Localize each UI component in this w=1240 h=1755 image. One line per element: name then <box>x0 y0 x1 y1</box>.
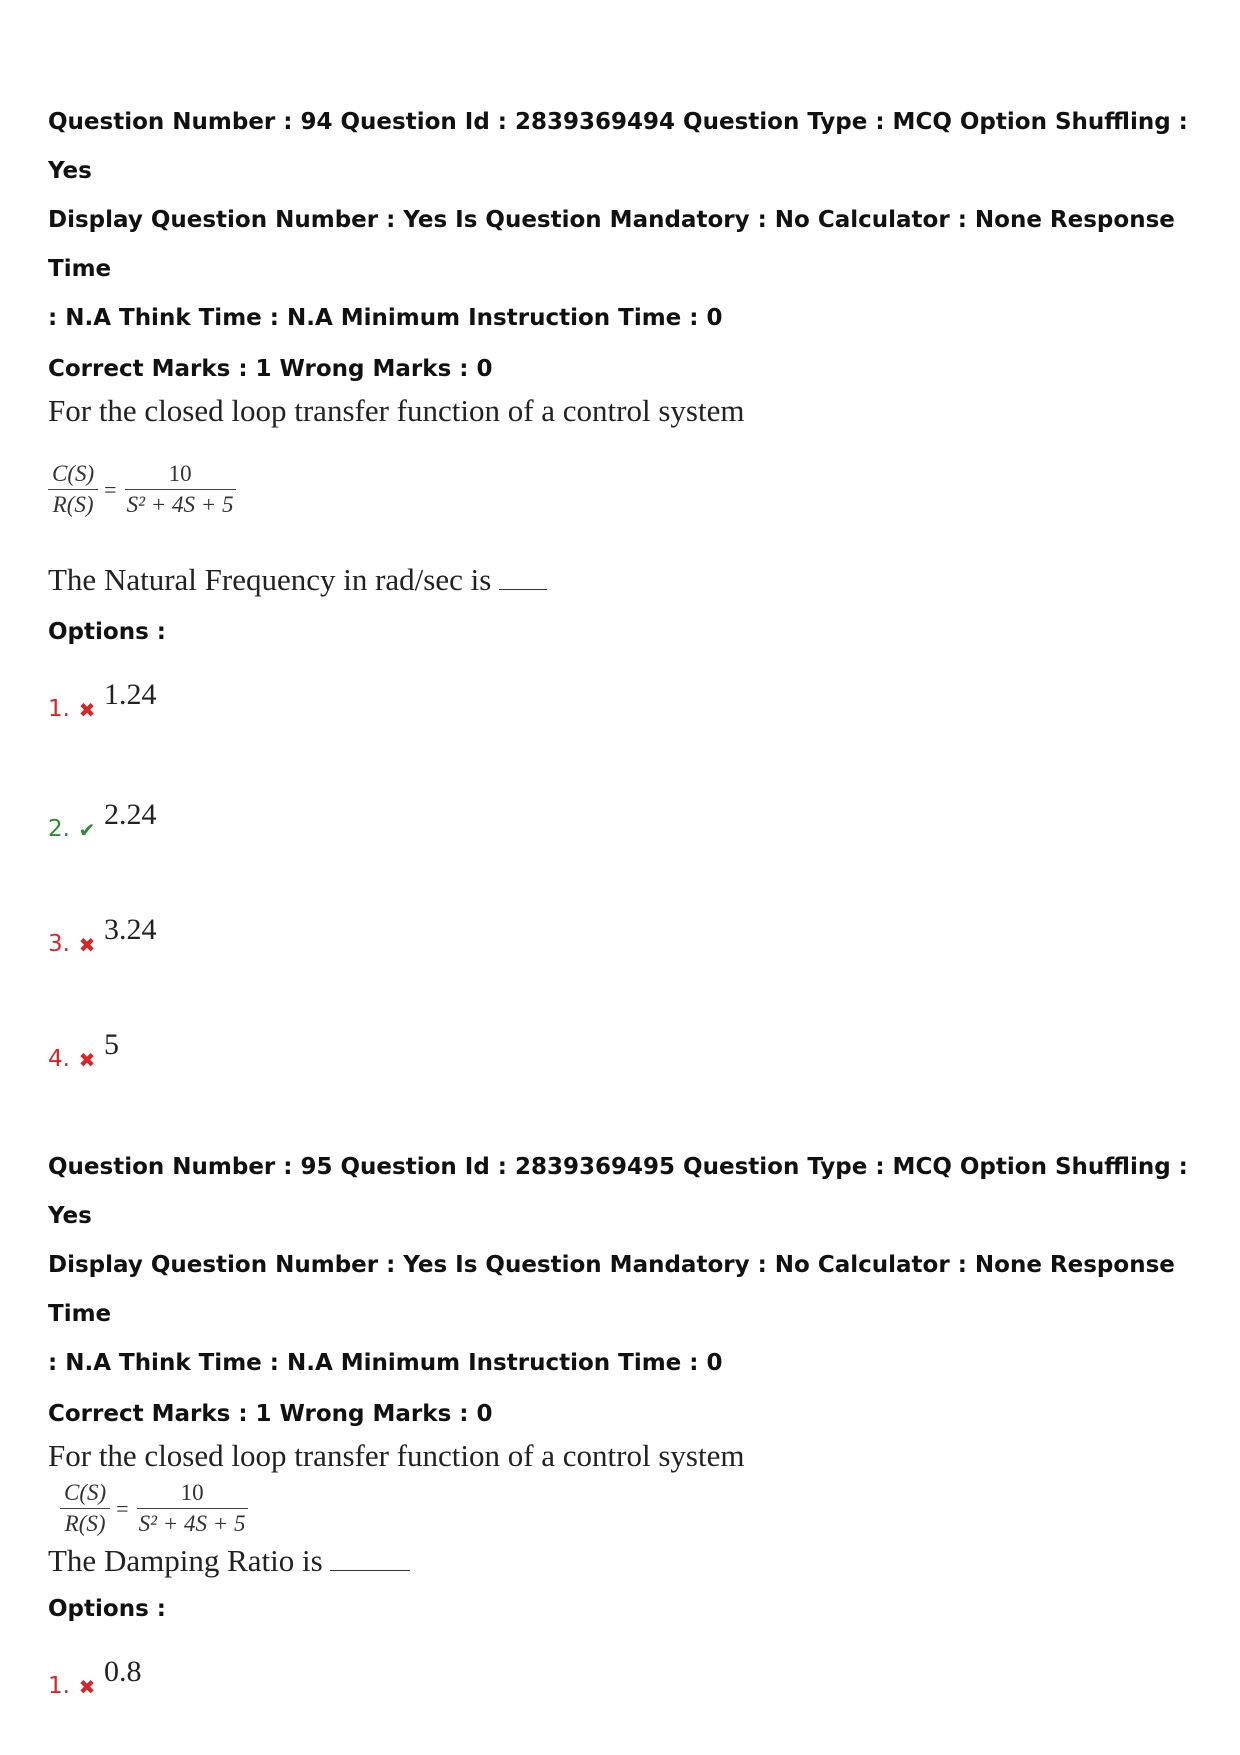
wrong-cross-icon: ✖ <box>78 1675 96 1699</box>
option-number: 2. <box>48 816 70 842</box>
option-value: 1.24 <box>104 678 157 711</box>
marks-info: Correct Marks : 1 Wrong Marks : 0 <box>48 1401 493 1427</box>
equals-sign: = <box>104 476 117 502</box>
rhs-fraction <box>135 1480 250 1537</box>
lhs-fraction <box>48 461 98 518</box>
rhs-numerator: 10 <box>137 1480 248 1509</box>
question-meta-line-1: Question Number : 95 Question Id : 2839369495 Question Type : MCQ Option Shuffling : Yes <box>48 1154 1188 1229</box>
question-prompt-row <box>48 1541 1208 1581</box>
question-meta-line-3: : N.A Think Time : N.A Minimum Instruction Time : 0 <box>48 305 723 331</box>
option-4 <box>48 1028 1208 1072</box>
lhs-numerator: C(S) <box>60 1480 110 1509</box>
wrong-cross-icon: ✖ <box>78 698 96 722</box>
lhs-fraction <box>60 1480 110 1537</box>
option-value: 3.24 <box>104 913 157 946</box>
lhs-numerator: C(S) <box>48 461 98 490</box>
question-prompt: The Natural Frequency in rad/sec is <box>48 562 492 597</box>
option-1 <box>48 1655 1208 1699</box>
rhs-denominator: S² + 4S + 5 <box>138 1511 246 1536</box>
rhs-denominator: S² + 4S + 5 <box>126 492 234 517</box>
option-value: 5 <box>104 1028 119 1061</box>
options-label: Options : <box>48 619 166 645</box>
options-label: Options : <box>48 1596 166 1622</box>
option-number: 1. <box>48 1673 70 1699</box>
transfer-function-formula <box>48 461 1208 518</box>
question-meta-line-1: Question Number : 94 Question Id : 2839369494 Question Type : MCQ Option Shuffling : Yes <box>48 109 1188 184</box>
lhs-denominator: R(S) <box>64 1511 106 1536</box>
answer-blank <box>330 1544 410 1571</box>
question-block-94 <box>48 98 1208 1072</box>
option-number: 1. <box>48 696 70 722</box>
option-value: 0.8 <box>104 1655 142 1688</box>
question-stem: For the closed loop transfer function of a control system <box>48 1438 745 1473</box>
question-prompt-row <box>48 560 1208 600</box>
question-prompt: The Damping Ratio is <box>48 1543 323 1578</box>
lhs-denominator: R(S) <box>52 492 94 517</box>
equals-sign: = <box>116 1495 129 1521</box>
marks-info: Correct Marks : 1 Wrong Marks : 0 <box>48 356 493 382</box>
wrong-cross-icon: ✖ <box>78 933 96 957</box>
option-1 <box>48 678 1208 722</box>
option-number: 3. <box>48 931 70 957</box>
question-meta-line-2: Display Question Number : Yes Is Question Mandatory : No Calculator : None Response Time <box>48 207 1175 282</box>
question-block-95 <box>48 1143 1208 1699</box>
option-number: 4. <box>48 1046 70 1072</box>
option-3 <box>48 913 1208 957</box>
rhs-numerator: 10 <box>125 461 236 490</box>
question-stem: For the closed loop transfer function of a control system <box>48 393 745 428</box>
answer-blank <box>499 563 547 590</box>
wrong-cross-icon: ✖ <box>78 1048 96 1072</box>
option-value: 2.24 <box>104 798 157 831</box>
transfer-function-formula <box>48 1480 1208 1537</box>
question-meta-line-3: : N.A Think Time : N.A Minimum Instruction Time : 0 <box>48 1350 723 1376</box>
option-2 <box>48 798 1208 842</box>
question-meta-line-2: Display Question Number : Yes Is Question Mandatory : No Calculator : None Response Time <box>48 1252 1175 1327</box>
rhs-fraction <box>123 461 238 518</box>
correct-check-icon: ✔ <box>78 818 96 842</box>
